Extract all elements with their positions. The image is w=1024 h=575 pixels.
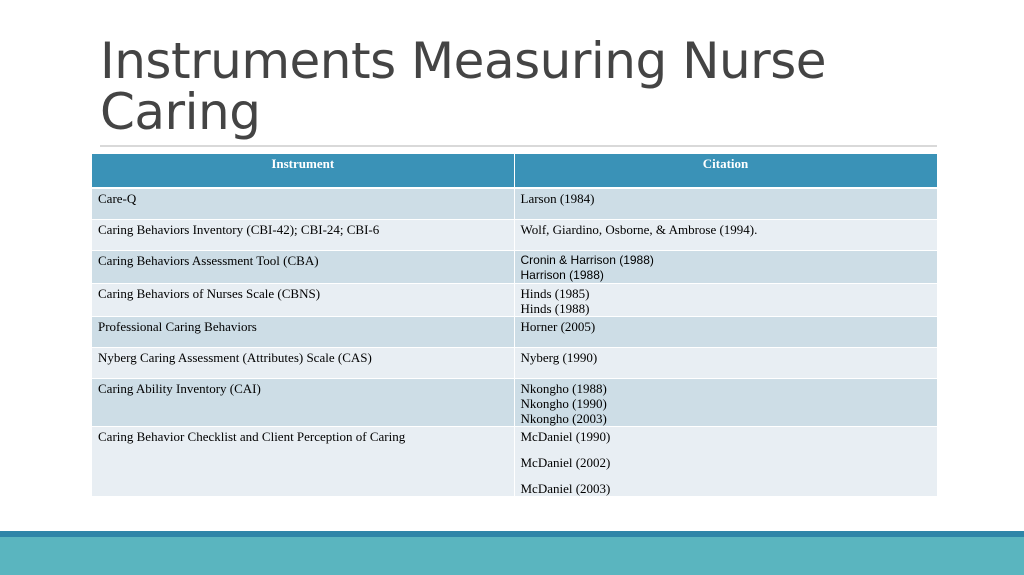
instrument-cell: Caring Behaviors of Nurses Scale (CBNS) xyxy=(92,283,514,316)
table-row xyxy=(92,283,937,316)
instruments-table xyxy=(92,154,938,497)
citation-line: Larson (1984) xyxy=(520,191,595,206)
table-header-row xyxy=(92,154,937,188)
citation-cell xyxy=(514,250,937,283)
citation-line: Cronin & Harrison (1988) xyxy=(520,252,654,267)
table-row xyxy=(92,426,937,496)
citation-cell xyxy=(514,316,937,347)
table-row xyxy=(92,347,937,378)
citation-cell xyxy=(514,426,937,496)
title-divider xyxy=(100,145,937,147)
citation-line: Nkongho (2003) xyxy=(520,410,607,426)
citation-cell xyxy=(514,188,937,219)
table-row xyxy=(92,188,937,219)
citation-cell xyxy=(514,347,937,378)
instrument-cell: Caring Behaviors Inventory (CBI-42); CBI-24; CBI-6 xyxy=(92,219,514,250)
table-row xyxy=(92,219,937,250)
instrument-cell: Caring Behavior Checklist and Client Perception of Caring xyxy=(92,426,514,496)
instrument-cell: Caring Ability Inventory (CAI) xyxy=(92,378,514,426)
slide-title: Instruments Measuring Nurse Caring xyxy=(100,32,827,141)
instrument-cell: Nyberg Caring Assessment (Attributes) Scale (CAS) xyxy=(92,347,514,378)
citation-line: Hinds (1988) xyxy=(520,300,590,316)
citation-line: McDaniel (1990) xyxy=(520,428,611,444)
column-header-citation: Citation xyxy=(514,154,937,188)
instrument-cell: Professional Caring Behaviors xyxy=(92,316,514,347)
table-row xyxy=(92,316,937,347)
column-header-instrument: Instrument xyxy=(92,154,514,188)
citation-line: Hinds (1985) xyxy=(520,285,590,301)
citation-cell xyxy=(514,378,937,426)
table-row xyxy=(92,250,937,283)
citation-line: Harrison (1988) xyxy=(520,267,604,282)
citation-line: McDaniel (2003) xyxy=(520,480,611,496)
footer-bar xyxy=(0,537,1024,575)
citation-line: McDaniel (2002) xyxy=(520,454,611,470)
citation-line: Nyberg (1990) xyxy=(520,349,598,365)
citation-line: Horner (2005) xyxy=(520,318,596,334)
citation-line: Wolf, Giardino, Osborne, & Ambrose (1994). xyxy=(520,221,758,237)
instrument-cell: Caring Behaviors Assessment Tool (CBA) xyxy=(92,250,514,283)
instrument-cell: Care-Q xyxy=(92,188,514,219)
citation-line: Nkongho (1990) xyxy=(520,395,607,411)
table-row xyxy=(92,378,937,426)
citation-line: Nkongho (1988) xyxy=(520,380,607,396)
citation-cell xyxy=(514,219,937,250)
citation-cell xyxy=(514,283,937,316)
